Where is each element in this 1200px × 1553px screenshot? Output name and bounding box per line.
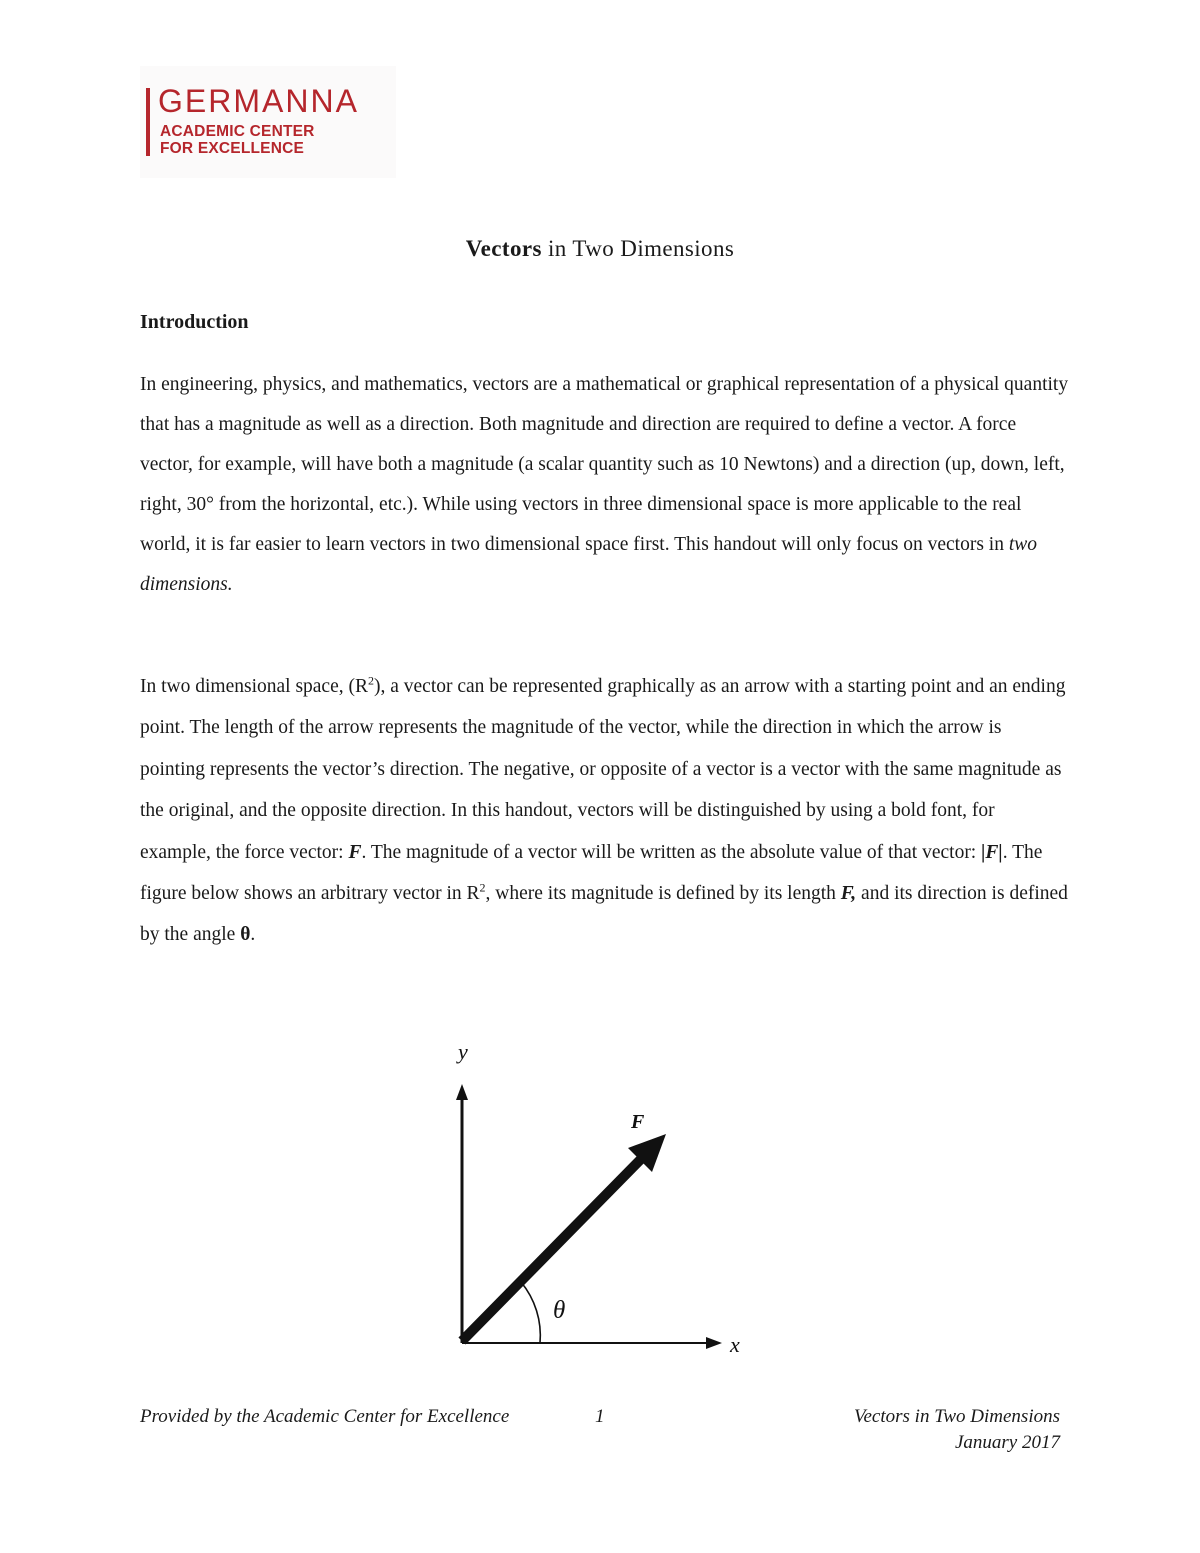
x-axis-arrowhead <box>706 1337 722 1349</box>
logo-line1: ACADEMIC CENTER <box>160 123 315 140</box>
germanna-logo <box>140 66 396 178</box>
para2-abs: |F| <box>981 841 1003 863</box>
para2-force: F <box>348 841 362 863</box>
footer-doc-title: Vectors in Two Dimensions <box>853 1406 1060 1427</box>
angle-label: θ <box>553 1297 566 1324</box>
para1-text: In engineering, physics, and mathematics, vectors are a mathematical or graphical representation of a physical quantity that has a magnitude as well as a direction. Both magnitude and direction are required to define a vector. A force vector, for example, will have both a magnitude (a scalar quantity such as 10 Newtons) and a direction (up, down, left, right, 30° from the horizontal, etc.). While using vectors in three dimensional space is more applicable to the real world, it is far easier to learn vectors in two dimensional space first. This handout will only focus on vectors in <box>140 374 1069 555</box>
para2-theta: θ <box>240 924 251 946</box>
paragraph-1 <box>140 365 1070 605</box>
para2-s3: . The magnitude of a vector will be written as the absolute value of that vector: <box>361 841 982 863</box>
angle-arc <box>521 1282 540 1343</box>
para2-s1: In two dimensional space, (R <box>140 676 368 697</box>
page-title <box>0 234 1200 264</box>
para2-s2: ), a vector can be represented graphically as an arrow with a starting point and an ending point. The length of the arrow represents the magnitude of the vector, while the direction in which the arrow is pointing represents the vector’s direction. The negative, or opposite of a vector is a vector with the same magnitude as the original, and the opposite direction. In this handout, vectors will be distinguished by using a bold font, for example, the force vector: <box>140 676 1066 863</box>
section-heading: Introduction <box>140 311 249 333</box>
footer-provider: Provided by the Academic Center for Excellence <box>140 1406 510 1427</box>
title-bold: Vectors <box>465 236 542 261</box>
logo-line2: FOR EXCELLENCE <box>160 140 305 157</box>
para2-sup2: 2 <box>479 880 486 895</box>
paragraph-2 <box>140 666 1070 956</box>
logo-name: GERMANNA <box>158 83 359 119</box>
para2-force2: F, <box>840 883 857 905</box>
vector-label: F <box>631 1111 645 1133</box>
para2-sup: 2 <box>368 673 374 688</box>
para2-s4: . The figure below shows an arbitrary vector in R <box>140 841 1043 905</box>
footer-date: January 2017 <box>954 1432 1060 1453</box>
para1-italic: two dimensions. <box>140 534 1038 595</box>
para2-s6: and its direction is defined by the angle <box>140 883 1068 946</box>
logo-bar <box>146 88 150 156</box>
para2-s7: . <box>250 924 256 946</box>
x-axis-label: x <box>730 1332 740 1357</box>
title-rest: in Two Dimensions <box>541 236 735 261</box>
y-axis-label: y <box>458 1039 468 1064</box>
y-axis-arrowhead <box>456 1084 468 1100</box>
footer-page-number: 1 <box>595 1406 605 1427</box>
vector-figure <box>400 1030 800 1370</box>
para2-s5: , where its magnitude is defined by its length <box>485 883 841 905</box>
